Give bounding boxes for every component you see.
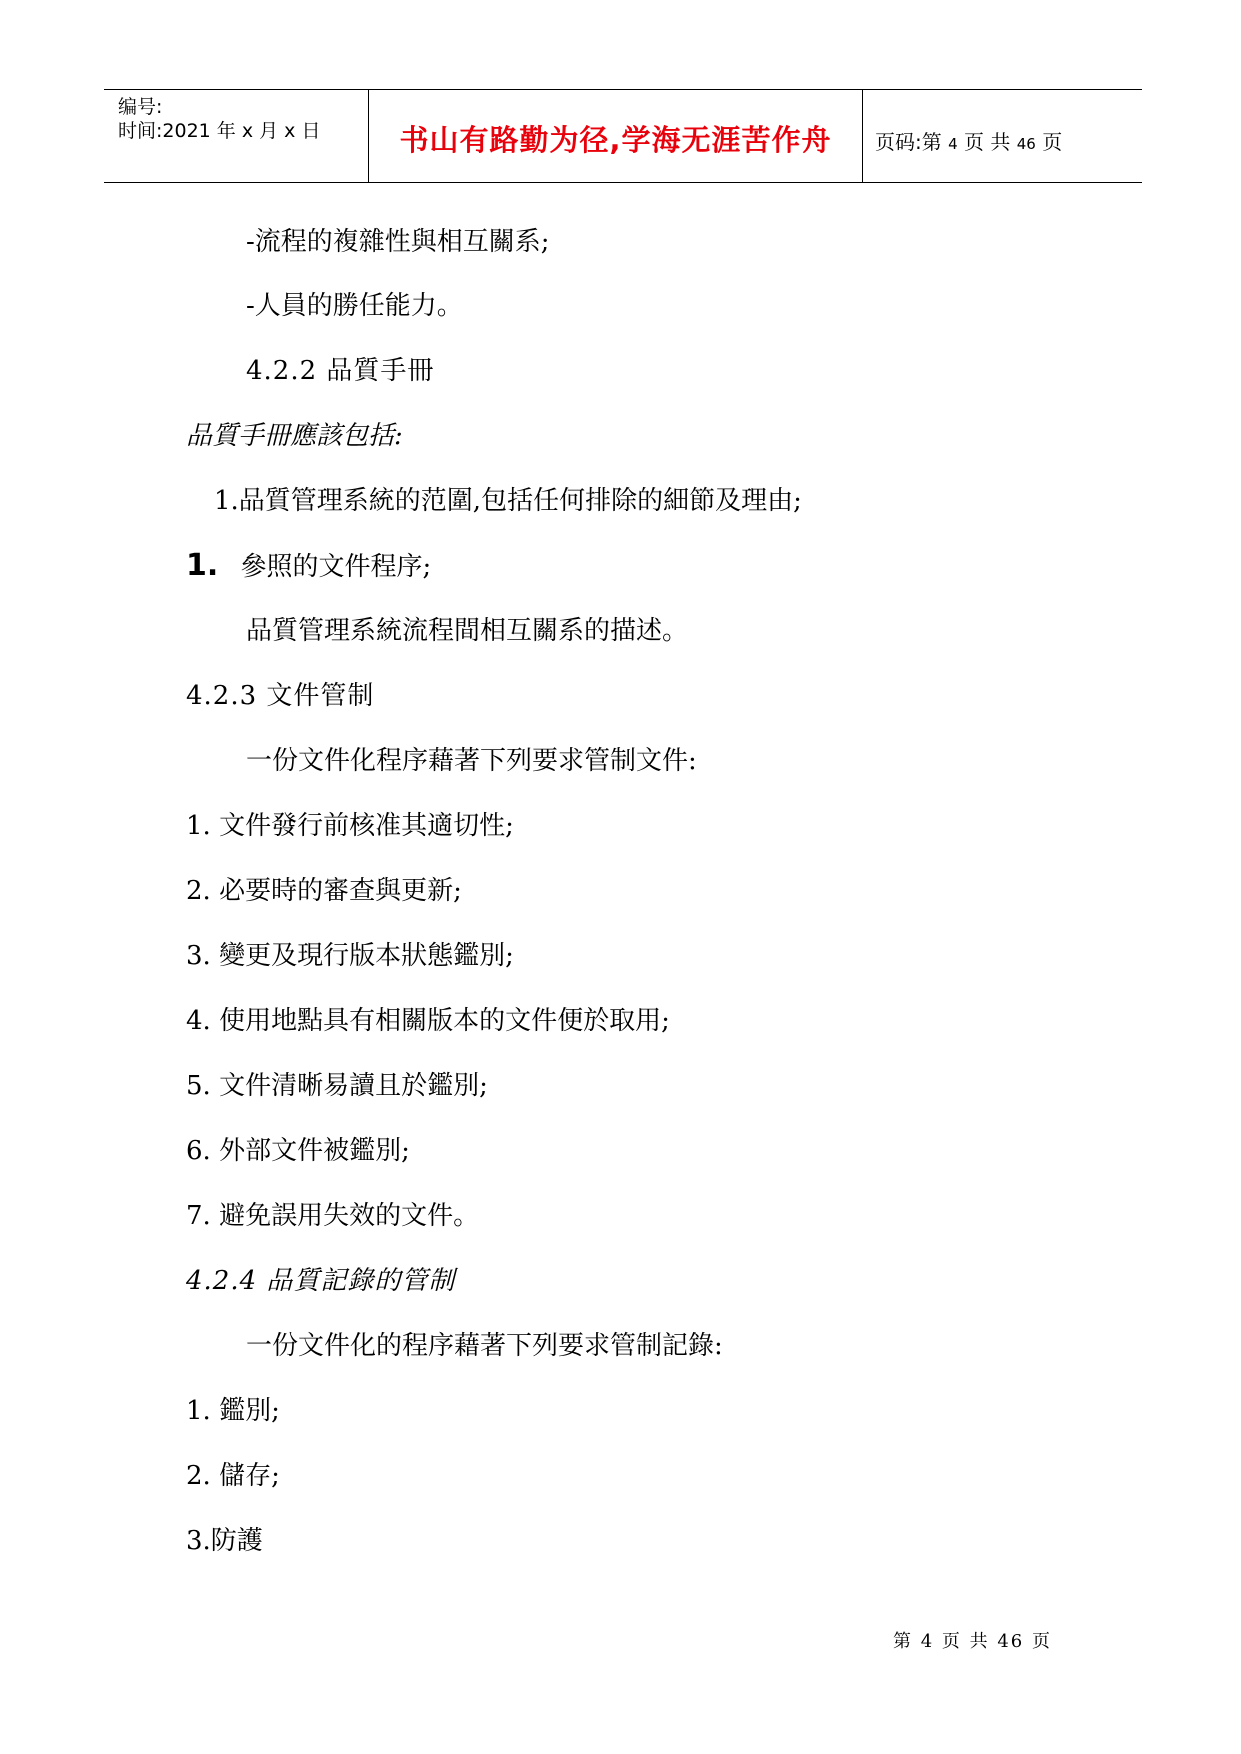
text-line: 品質管理系統流程間相互關系的描述。 [246,616,689,646]
page-footer: 第 4 页 共 46 页 [893,1631,1052,1652]
list-item-text: 參照的文件程序; [240,552,432,582]
header-motto-cell [369,90,863,182]
page-total: 46 [1016,135,1036,153]
page-header [104,89,1142,183]
text-line: -流程的複雜性與相互關系; [246,227,550,257]
section-heading-4-2-3: 4.2.3 文件管制 [186,681,375,711]
document-number-label: 编号: [118,96,163,118]
list-item: 3. 變更及現行版本狀態鑑別; [186,941,514,971]
list-item: 1. 鑑別; [186,1396,280,1426]
page-prefix: 页码:第 [875,130,942,154]
section-heading-4-2-2: 4.2.2 品質手冊 [246,356,435,386]
document-time-label: 时间:2021 年 x 月 x 日 [118,120,321,142]
header-meta-cell [104,90,369,182]
list-item: 7. 避免誤用失效的文件。 [186,1201,480,1231]
list-item: 2. 儲存; [186,1461,280,1491]
list-item: 1. 文件發行前核准其適切性; [186,811,514,841]
list-item: 3.防護 [186,1526,263,1556]
page-number: 4 [948,135,958,153]
list-item [186,549,431,584]
page-suffix: 页 [1042,130,1063,154]
list-item: 2. 必要時的審查與更新; [186,876,462,906]
section-heading-4-2-4: 4.2.4 品質記錄的管制 [186,1266,456,1296]
list-item: 5. 文件清晰易讀且於鑑別; [186,1071,488,1101]
list-number: 1. [186,548,219,583]
text-line: 1.品質管理系統的范圍,包括任何排除的細節及理由; [214,486,802,516]
text-line: 一份文件化程序藉著下列要求管制文件: [246,746,697,776]
text-line: -人員的勝任能力。 [246,291,463,321]
header-motto: 书山有路勤为径,学海无涯苦作舟 [399,123,832,157]
header-page-info [875,126,1062,155]
page-mid: 页 共 [964,130,1011,154]
list-item: 6. 外部文件被鑑別; [186,1136,410,1166]
header-page-cell [863,90,1142,182]
text-line: 一份文件化的程序藉著下列要求管制記錄: [246,1331,723,1361]
text-line: 品質手冊應該包括: [186,421,403,451]
list-item: 4. 使用地點具有相關版本的文件便於取用; [186,1006,670,1036]
